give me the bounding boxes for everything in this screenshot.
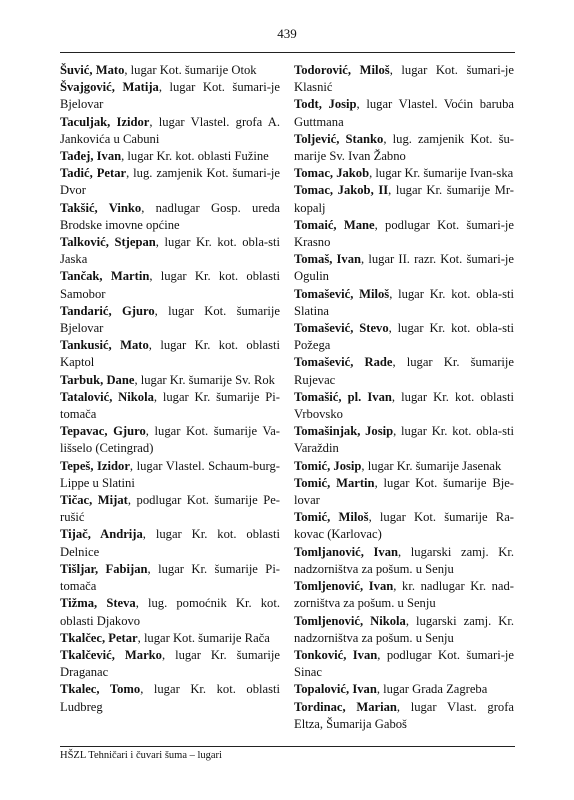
directory-entry — [294, 699, 514, 733]
directory-entry — [60, 423, 280, 457]
entry-name: Tkalčec, Petar — [60, 630, 138, 645]
directory-entry — [294, 509, 514, 543]
directory-entry — [60, 79, 280, 113]
entry-name: Tkalec, Tomo — [60, 682, 141, 697]
entry-name: Tadić, Petar — [60, 166, 127, 181]
entry-name: Tomić, Martin — [294, 475, 375, 490]
entry-description: , kr. nadlugar Kr. nad-zorništva za pošum. u Senju — [294, 579, 514, 611]
entry-name: Tomašević, Miloš — [294, 286, 390, 301]
entry-name: Tižma, Steva — [60, 596, 136, 611]
entry-name: Tandarić, Gjuro — [60, 303, 155, 318]
directory-entry — [294, 544, 514, 578]
directory-entry — [294, 96, 514, 130]
entry-description: , lugar Kr. kot. oblasti Ludbreg — [60, 682, 280, 714]
entry-description: , lugar Kot. šumari-je Klasnić — [294, 63, 514, 95]
directory-entry — [60, 372, 280, 389]
entry-name: Tordinac, Marian — [294, 699, 397, 714]
entry-name: Tarbuk, Dane — [60, 372, 135, 387]
right-column — [294, 62, 514, 733]
entry-name: Tađej, Ivan — [60, 149, 122, 164]
entry-description: , lugar Kot. šumari-je Bjelovar — [60, 80, 280, 112]
directory-entry — [60, 647, 280, 681]
directory-entry — [294, 423, 514, 457]
entry-name: Tomašić, pl. Ivan — [294, 389, 392, 404]
entry-description: , lugar Kr. kot. obla-sti Jaska — [60, 235, 280, 267]
entry-name: Tomašević, Stevo — [294, 321, 389, 336]
directory-entry — [60, 234, 280, 268]
directory-entry — [60, 337, 280, 371]
entry-name: Todorović, Miloš — [294, 63, 390, 77]
entry-name: Tomac, Jakob, II — [294, 183, 389, 198]
entry-description: , lugar Kot. šumarije Rača — [137, 630, 270, 645]
entry-name: Tomić, Josip — [294, 458, 362, 473]
directory-entry — [294, 320, 514, 354]
directory-entry — [60, 62, 280, 79]
directory-entry — [60, 268, 280, 302]
directory-entry — [294, 389, 514, 423]
entry-description: , lugar Kot. šumarije Bje-lovar — [294, 475, 514, 508]
directory-entry — [294, 217, 514, 251]
entry-description: , lugar Kr. šumarije Sv. Rok — [134, 372, 275, 387]
entry-name: Tomić, Miloš — [294, 510, 369, 525]
entry-name: Tičac, Mijat — [60, 493, 128, 508]
directory-entry — [60, 681, 280, 715]
page-number: 439 — [277, 26, 297, 41]
entry-name: Takšić, Vinko — [60, 200, 142, 215]
entry-description: , lugar Kr. kot. oblasti Kaptol — [60, 338, 281, 370]
directory-entry — [60, 165, 280, 199]
entry-name: Tomljanović, Ivan — [294, 544, 398, 559]
entry-name: Tišljar, Fabijan — [60, 561, 148, 576]
entry-description: , lugar Kr. šumarije Pi-tomača — [60, 561, 281, 594]
entry-name: Švajgović, Matija — [60, 80, 159, 95]
directory-entry — [294, 647, 514, 681]
entry-description: , lugar Kr. kot. oblasti Fužine — [121, 149, 269, 164]
entry-description: , lug. zamjenik Kot. šu-marije Sv. Ivan Žabno — [294, 131, 514, 164]
directory-entry — [294, 131, 514, 165]
entry-description: , lugar Kr. šumarije Rujevac — [294, 355, 514, 387]
entry-name: Tomljenović, Nikola — [294, 613, 406, 628]
entry-description: , lugar Kr. šumarije Jasenak — [361, 458, 502, 473]
directory-entry — [294, 286, 514, 320]
entry-name: Talković, Stjepan — [60, 235, 156, 250]
entry-name: Tepavac, Gjuro — [60, 424, 146, 439]
entry-name: Tomaić, Mane — [294, 217, 375, 232]
directory-entry — [294, 62, 514, 96]
entry-description: , lugar Kot. šumarije Va-lišselo (Cetingrad) — [60, 424, 280, 456]
directory-entry — [60, 458, 280, 492]
entry-description: , lugar Kr. kot. obla-sti Požega — [294, 321, 514, 353]
directory-entry — [294, 578, 514, 612]
entry-description: , lugar Vlastel. Voćin baruba Guttmana — [294, 97, 514, 129]
directory-entry — [294, 475, 514, 509]
directory-entry — [60, 148, 280, 165]
entry-description: , lugar Grada Zagreba — [376, 682, 488, 697]
entry-name: Topalović, Ivan — [294, 682, 377, 697]
directory-entry — [60, 200, 280, 234]
entry-name: Tkalčević, Marko — [60, 647, 162, 662]
entry-description: , lugar Kot. šumarije Otok — [124, 63, 257, 77]
entry-description: , lugarski zamj. Kr. nadzorništva za pošum. u Senju — [294, 613, 514, 645]
entry-name: Tepeš, Izidor — [60, 458, 130, 473]
entry-name: Tančak, Martin — [60, 269, 150, 284]
footer-text: HŠZL Tehničari i čuvari šuma – lugari — [60, 750, 222, 761]
entry-description: , lugar Kr. kot. obla-sti Varaždin — [294, 424, 514, 456]
entry-description: , lugar Kr. kot. oblasti Vrbovsko — [294, 389, 515, 422]
entry-name: Tomašević, Rade — [294, 355, 393, 370]
entry-description: , lug. pomoćnik Kr. kot. oblasti Djakovo — [60, 596, 280, 628]
entry-description: , lugar II. razr. Kot. šumari-je Ogulin — [294, 252, 515, 284]
directory-entry — [60, 114, 280, 148]
top-rule — [60, 52, 515, 53]
entry-name: Šuvić, Mato — [60, 63, 125, 77]
directory-entry — [60, 595, 280, 629]
entry-name: Tijač, Andrija — [60, 527, 143, 542]
entry-description: , lugar Kr. šumarije Draganac — [60, 647, 281, 680]
entry-description: , podlugar Kot. šumari-je Krasno — [294, 217, 514, 250]
entry-description: , lugar Kr. šumarije Ivan-ska — [369, 166, 514, 181]
entry-description: , lugar Kr. šumarije Mr-kopalj — [294, 183, 514, 215]
directory-entry — [60, 526, 280, 560]
entry-name: Todt, Josip — [294, 97, 357, 112]
entry-description: , podlugar Kot. šumari-je Sinac — [294, 647, 514, 680]
directory-entry — [294, 681, 514, 698]
entry-name: Tomac, Jakob — [294, 166, 370, 181]
entry-description: , lugar Kr. kot. obla-sti Slatina — [294, 286, 514, 318]
entry-description: , lugar Kot. šumarije Bjelovar — [60, 303, 280, 336]
entry-description: , nadlugar Gosp. ureda Brodske imovne općine — [60, 200, 280, 232]
directory-entry — [294, 458, 514, 475]
bottom-rule — [60, 746, 515, 747]
entry-description: , lugar Kot. šumarije Ra-kovac (Karlovac) — [294, 510, 514, 542]
directory-entry — [294, 182, 514, 216]
entry-description: , lug. zamjenik Kot. šumari-je Dvor — [60, 166, 280, 198]
entry-name: Tonković, Ivan — [294, 647, 378, 662]
entry-description: , lugar Vlastel. Schaum-burg-Lippe u Slatini — [60, 458, 280, 490]
entry-name: Tomljenović, Ivan — [294, 579, 394, 594]
entry-name: Tankusić, Mato — [60, 338, 149, 353]
entry-name: Tomaš, Ivan — [294, 252, 362, 267]
directory-entry — [294, 354, 514, 388]
entry-description: , lugar Kr. kot. oblasti Samobor — [60, 269, 280, 301]
directory-entry — [60, 561, 280, 595]
entry-name: Tomašinjak, Josip — [294, 424, 394, 439]
directory-entry — [60, 389, 280, 423]
entry-name: Toljević, Stanko — [294, 131, 384, 146]
directory-entry — [60, 303, 280, 337]
entry-description: , lugar Vlast. grofa Eltza, Šumarija Gaboš — [294, 699, 514, 731]
directory-entry — [60, 630, 280, 647]
entry-description: , podlugar Kot. šumarije Pe-rušić — [60, 493, 281, 525]
directory-entry — [60, 492, 280, 526]
entry-description: , lugar Kr. kot. oblasti Delnice — [60, 527, 280, 559]
entry-description: , lugar Kr. šumarije Pi-tomača — [60, 389, 280, 422]
directory-entry — [294, 165, 514, 182]
directory-entry — [294, 613, 514, 647]
left-column — [60, 62, 280, 716]
entry-description: , lugarski zamj. Kr. nadzorništva za pošum. u Senju — [294, 544, 514, 576]
entry-description: , lugar Vlastel. grofa A. Jankovića u Cabuni — [60, 114, 280, 146]
entry-name: Taculjak, Izidor — [60, 114, 150, 129]
directory-entry — [294, 251, 514, 285]
entry-name: Tatalović, Nikola — [60, 389, 154, 404]
